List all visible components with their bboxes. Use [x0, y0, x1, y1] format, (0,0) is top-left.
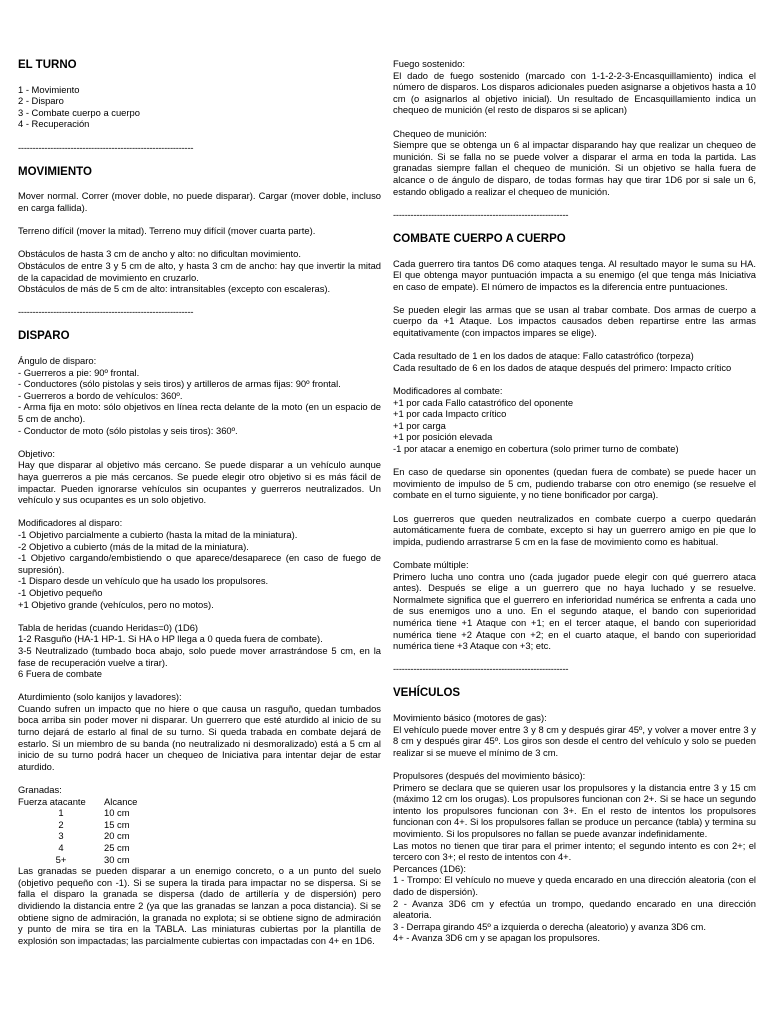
table-cell: 1 — [58, 807, 64, 819]
subheading: Combate múltiple: — [393, 558, 469, 570]
list-item: - Conductores (sólo pistolas y seis tiros) y artilleros de armas fijas: 90º frontal. — [18, 378, 341, 390]
list-item: 3-5 Neutralizado (tumbado boca abajo, solo puede mover arrastrándose 5 cm, en la fase de recuperación vuelve a tirar). — [18, 644, 381, 668]
list-item: 1 - Trompo: El vehículo no mueve y queda encarado en una dirección aleatoria (con el dado de dispersión). — [393, 874, 756, 897]
list-item: +1 Objetivo grande (vehículos, pero no motos). — [18, 598, 214, 610]
list-item: 2 - Avanza 3D6 cm y efectúa un trompo, quedando encarado en una dirección aleatoria. — [393, 897, 756, 921]
list-item: 6 Fuera de combate — [18, 668, 102, 680]
list-item: 2 - Disparo — [18, 95, 64, 107]
table-row — [18, 842, 164, 854]
separator: ------------------------------------------------------------ — [393, 663, 569, 675]
paragraph: Obstáculos de hasta 3 cm de ancho y alto: no dificultan movimiento. — [18, 248, 301, 260]
list-item: - Conductor de moto (sólo pistolas y seis tiros): 360º. — [18, 424, 238, 436]
list-item: -1 Objetivo parcialmente a cubierto (hasta la mitad de la miniatura). — [18, 528, 298, 540]
subheading: Modificadores al disparo: — [18, 517, 123, 529]
right-column — [393, 58, 756, 944]
subheading: Ángulo de disparo: — [18, 355, 97, 367]
separator: ------------------------------------------------------------ — [393, 208, 569, 220]
table-cell: 5+ — [55, 853, 67, 865]
list-item: -1 Disparo desde un vehículo que ha usado los propulsores. — [18, 575, 269, 587]
paragraph: Primero lucha uno contra uno (cada jugador puede elegir con qué guerrero ataca antes). Después se elige a un guerrero que no haya luchado y se resuelve. Normalmete significa que el guerrero en inferioridad numérica se enfrenta a cada uno de sus enemigos uno a uno. En el segundo ataque, el bando con superioridad numérica tiene +1 Ataque con +1; en el tercer ataque, el bando con superioridad numérica tiene +2 Ataque con +2; en el cuarto ataque, el bando con superioridad numérica tiene +3 Ataque con +3; etc. — [393, 570, 756, 652]
paragraph: Obstáculos de más de 5 cm de alto: intransitables (excepto con escaleras). — [18, 283, 331, 295]
section-title-turno: EL TURNO — [18, 59, 77, 71]
table-cell: 25 cm — [104, 842, 130, 853]
paragraph: Las granadas se pueden disparar a un enemigo concreto, o a un punto del suelo (objetivo pequeño con -1). Si se supera la tirada para impactar no se dispersa. Si se falla el disparo la granada se dispersa (dado de artillería y de dispersión) pero dividiendo la distancia entre 2 (ya que las granadas se lanzan a poca distancia). Si se obtiene signo de admiración, la granada no explota; si se obtiene signo de admiración y punto de mira se tira en la TABLA. Las miniaturas cubiertas por la plantilla de explosión son impactadas; las parcialmente cubiertas con impactadas con 4+ en 1D6. — [18, 865, 381, 946]
table-cell: 4 — [58, 842, 64, 853]
paragraph: Primero se declara que se quieren usar los propulsores y la distancia entre 3 y 15 cm (máximo 12 cm los orugas). Los propulsores funcionan con 2+. Si se hace un segundo intento los propulsores funcionan con 3+. En el resto de intentos los propulsores funcionan con 4+. Si los propulsores fallan se produce un percance (tabla) y termina su movimiento. Si los propulsores no fallan se puede avanzar indefinidamente. — [393, 781, 756, 839]
paragraph: En caso de quedarse sin oponentes (quedan fuera de combate) se puede hacer un movimiento de impulso de 5 cm, pudiendo trabarse con otro enemigo (se resuelve el combate en el turno siguiente, y no tiene bonificador por carga). — [393, 466, 756, 501]
list-item: +1 por cada Impacto crítico — [393, 408, 507, 420]
subheading: Percances (1D6): — [393, 862, 466, 874]
subheading: Tabla de heridas (cuando Heridas=0) (1D6) — [18, 621, 199, 633]
list-item: +1 por cada Fallo catastrófico del oponente — [393, 396, 574, 408]
turno-list — [18, 84, 381, 130]
table-cell: 15 cm — [104, 818, 130, 830]
subheading: Propulsores (después del movimiento básico): — [393, 770, 586, 782]
paragraph: Mover normal. Correr (mover doble, no puede disparar). Cargar (mover doble, incluso en carga fallida). — [18, 190, 381, 213]
subheading: Movimiento básico (motores de gas): — [393, 712, 547, 724]
section-title-vehiculos: VEHÍCULOS — [393, 687, 461, 700]
paragraph: El dado de fuego sostenido (marcado con 1-1-2-2-3-Encasquillamiento) indica el número de disparos. Los disparos adicionales pueden asignarse a objetivos hasta a 10 cm (o asignarlos al objetivo inicial). Un resultado de Encasquillamiento indica un chequeo de munición (el resto de disparos si se aplican) — [393, 69, 756, 116]
list-item: - Guerreros a pie: 90º frontal. — [18, 366, 140, 378]
table-cell: 2 — [58, 818, 64, 830]
list-item: -1 por atacar a enemigo en cobertura (solo primer turno de combate) — [393, 443, 679, 454]
list-item: 3 - Combate cuerpo a cuerpo — [18, 106, 140, 118]
paragraph: Las motos no tienen que tirar para el primer intento; el segundo intento es con 2+; el tercero con 3+; el resto de intentos con 4+. — [393, 839, 756, 863]
paragraph: Siempre que se obtenga un 6 al impactar disparando hay que realizar un chequeo de munición. Si se falla no se puede volver a disparar el arma en toda la partida. Las granadas siempre fallan el chequeo de munición. Si un objetivo se halla fuera de alcance o de ángulo de disparo, de todas formas hay que tirar 1D6 por si sale un 6, estando obligado a realizar el chequeo de munición. — [393, 139, 756, 197]
section-title-disparo: DISPARO — [18, 330, 70, 343]
subheading: Objetivo: — [18, 447, 55, 459]
list-item: 3 - Derrapa girando 45º a izquierda o derecha (aleatorio) y avanza 3D6 cm. — [393, 920, 706, 932]
list-item: +1 por posición elevada — [393, 431, 493, 443]
table-header: Fuerza atacante — [18, 795, 86, 807]
granadas-table — [18, 796, 164, 866]
subheading: Chequeo de munición: — [393, 127, 487, 139]
paragraph: Los guerreros que queden neutralizados en combate cuerpo a cuerpo quedarán automáticamente fuera de combate, excepto si hay un guerrero amigo en pie que lo impida, pudiendo arrastrarse 5 cm en la fase de movimiento como es habitual. — [393, 512, 756, 547]
paragraph: El vehículo puede mover entre 3 y 8 cm y después girar 45º, y volver a mover entre 3 y 8 cm y después girar 45º. Los giros son desde el centro del vehículo y solo se pueden realizar si se mueve el mínimo de 3 cm. — [393, 723, 756, 758]
subheading: Fuego sostenido: — [393, 58, 465, 69]
section-title-movimiento: MOVIMIENTO — [18, 165, 92, 178]
list-item: 1 - Movimiento — [18, 83, 80, 95]
table-row — [18, 807, 164, 819]
list-item: 1-2 Rasguño (HA-1 HP-1. Si HA o HP llega a 0 queda fuera de combate). — [18, 633, 323, 645]
list-item: - Guerreros a bordo de vehículos: 360º. — [18, 389, 183, 401]
table-row — [18, 830, 164, 842]
paragraph: Obstáculos de entre 3 y 5 cm de alto, y hasta 3 cm de ancho: hay que invertir la mitad de la capacidad de movimiento en cruzarlo. — [18, 259, 381, 283]
list-item: -2 Objetivo a cubierto (más de la mitad de la miniatura). — [18, 540, 249, 552]
table-row — [18, 854, 164, 866]
list-item: +1 por carga — [393, 419, 446, 431]
subheading: Aturdimiento (solo kanijos y lavadores): — [18, 691, 182, 703]
list-item: -1 Objetivo cargando/embistiendo o que aparece/desaparece (en caso de fuego de supresión). — [18, 552, 381, 575]
paragraph: Hay que disparar al objetivo más cercano. Se puede disparar a un vehículo aunque haya guerreros a pie más cercanos. Se puede elegir otro objetivo si es más fácil de impactar. Pueden ignorarse vehículos sin ocupantes y guerreros neutralizados. Un vehículo y sus ocupantes es un solo objetivo. — [18, 459, 381, 506]
subheading: Granadas: — [18, 784, 62, 796]
table-cell: 20 cm — [104, 830, 130, 842]
paragraph: Cada resultado de 1 en los dados de ataque: Fallo catastrófico (torpeza) — [393, 350, 694, 362]
subheading: Modificadores al combate: — [393, 385, 503, 397]
table-cell: 10 cm — [104, 807, 130, 819]
separator: ------------------------------------------------------------ — [18, 306, 194, 318]
paragraph: Cuando sufren un impacto que no hiere o que causa un rasguño, quedan tumbados boca arriba sin poder mover ni disparar. Un guerrero que esté aturdido al inicio de su turno dejará de estarlo al final de su turno. Si queda trabada en combate dejará de estarlo. Si un miembro de su banda (no neutralizado ni desmoralizado) está a 5 cm al inicio de su turno podrá hacer un chequeo de Iniciativa para intentar dejar de estar aturdido. — [18, 702, 381, 772]
list-item: 4 - Recuperación — [18, 118, 90, 130]
table-header-row — [18, 796, 164, 808]
separator: ------------------------------------------------------------ — [18, 141, 194, 153]
table-cell: 3 — [58, 830, 64, 842]
paragraph: Terreno difícil (mover la mitad). Terreno muy difícil (mover cuarta parte). — [18, 225, 316, 237]
list-item: - Arma fija en moto: sólo objetivos en línea recta delante de la moto (en un espacio de 5 cm de ancho). — [18, 401, 381, 425]
table-header: Alcance — [104, 795, 138, 807]
left-column — [18, 58, 381, 946]
table-cell: 30 cm — [104, 853, 130, 865]
section-title-combate: COMBATE CUERPO A CUERPO — [393, 232, 566, 245]
list-item: -1 Objetivo pequeño — [18, 586, 103, 598]
paragraph: Cada guerrero tira tantos D6 como ataques tenga. Al resultado mayor le suma su HA. El que obtenga mayor puntuación impacta a su enemigo (el que tenga más Iniciativa en caso de empate). El número de impactos es la diferencia entre puntuaciones. — [393, 257, 756, 292]
list-item: 4+ - Avanza 3D6 cm y se apagan los propulsores. — [393, 932, 600, 944]
table-row — [18, 819, 164, 831]
paragraph: Cada resultado de 6 en los dados de ataque después del primero: Impacto crítico — [393, 361, 732, 373]
paragraph: Se pueden elegir las armas que se usan al trabar combate. Dos armas de cuerpo a cuerpo da +1 Ataque. Los impactos causados deben repartirse entre las armas equitativamente (con impactos impares se elige). — [393, 303, 756, 339]
